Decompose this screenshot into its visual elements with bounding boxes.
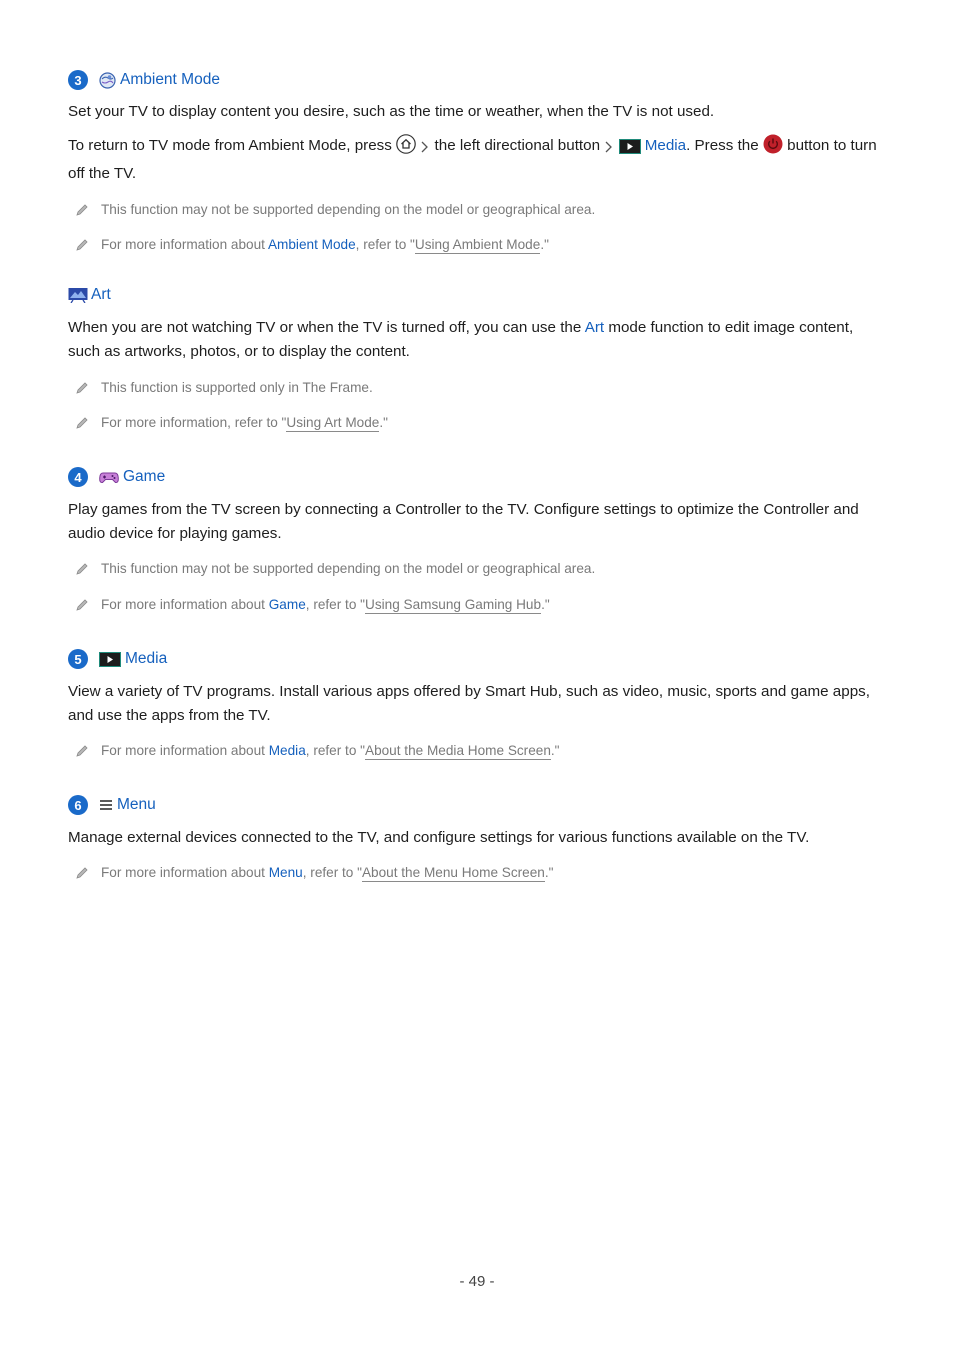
note-text-prefix: For more information, refer to " — [101, 415, 287, 430]
section-art — [68, 284, 880, 433]
home-icon — [396, 134, 416, 162]
section-menu — [68, 794, 880, 883]
page-number: - 49 - — [459, 1273, 495, 1290]
media-icon — [619, 138, 641, 162]
note-text-suffix: ." — [379, 415, 388, 430]
power-icon — [763, 134, 783, 162]
note-text-mid: , refer to " — [302, 865, 362, 880]
game-description: Play games from the TV screen by connecting a Controller to the TV. Configure settings to optimize the Controller and audio device for playing games. — [68, 501, 859, 542]
pencil-note-icon — [75, 381, 89, 401]
section-game — [68, 466, 880, 615]
menu-title: Menu — [117, 796, 156, 813]
note-game-availability — [68, 559, 880, 579]
menu-heading — [68, 794, 880, 816]
game-heading — [68, 466, 880, 488]
ambient-mode-title: Ambient Mode — [120, 71, 220, 88]
pencil-note-icon — [75, 744, 89, 764]
pencil-note-icon — [75, 416, 89, 436]
step-number-badge: 6 — [68, 795, 88, 815]
pencil-note-icon — [75, 562, 89, 582]
note-game-more-info — [68, 595, 880, 615]
note-text-mid: , refer to " — [305, 743, 365, 758]
note-text-suffix: ." — [550, 743, 560, 758]
note-text: This function is supported only in The Frame. — [101, 380, 373, 395]
art-icon — [68, 287, 88, 303]
note-text-prefix: For more information about — [101, 597, 269, 612]
game-title: Game — [123, 468, 166, 485]
chevron-right-icon — [420, 138, 430, 162]
return-text-suffix: button to turn off the TV. — [68, 137, 877, 182]
pencil-note-icon — [75, 866, 89, 886]
note-term: Media — [268, 743, 306, 758]
note-art-more-info — [68, 413, 880, 433]
note-text: This function may not be supported depending on the model or geographical area. — [101, 202, 596, 217]
ambient-mode-description: Set your TV to display content you desire, such as the time or weather, when the TV is not used. — [68, 103, 715, 120]
return-text-mid: the left directional button — [430, 137, 605, 154]
note-term: Menu — [268, 865, 303, 880]
media-heading — [68, 648, 880, 670]
note-ambient-availability — [68, 200, 880, 220]
return-text-press: . Press the — [686, 137, 763, 154]
media-description: View a variety of TV programs. Install various apps offered by Smart Hub, such as video, music, sports and game apps, and use the apps from the TV. — [68, 683, 870, 724]
note-text-mid: , refer to " — [305, 597, 365, 612]
using-samsung-gaming-hub-link[interactable]: Using Samsung Gaming Hub — [365, 597, 542, 612]
note-text-suffix: ." — [541, 597, 550, 612]
using-ambient-mode-link[interactable]: Using Ambient Mode — [414, 237, 541, 252]
note-text-suffix: ." — [544, 865, 554, 880]
step-number-badge: 4 — [68, 467, 88, 487]
art-desc-suffix: mode function to edit image content, such as artworks, photos, or to display the content. — [68, 319, 854, 360]
step-number-badge: 3 — [68, 70, 88, 90]
note-art-availability — [68, 378, 880, 398]
using-art-mode-link[interactable]: Using Art Mode — [286, 415, 380, 430]
art-description — [68, 316, 880, 364]
ambient-mode-return-instructions — [68, 134, 880, 186]
art-title: Art — [91, 286, 111, 303]
art-desc-prefix: When you are not watching TV or when the TV is turned off, you can use the — [68, 319, 585, 336]
menu-icon — [99, 799, 113, 811]
step-number-badge: 5 — [68, 649, 88, 669]
art-term: Art — [584, 319, 605, 336]
note-text-prefix: For more information about — [101, 237, 268, 252]
return-text-prefix: To return to TV mode from Ambient Mode, press — [68, 137, 397, 154]
note-text-prefix: For more information about — [101, 865, 269, 880]
media-link-text: Media — [644, 137, 687, 154]
section-ambient-mode — [68, 69, 880, 255]
note-text-mid: , refer to " — [355, 237, 415, 252]
about-media-home-screen-link[interactable]: About the Media Home Screen — [365, 743, 551, 758]
section-media — [68, 648, 880, 761]
art-heading — [68, 284, 880, 306]
chevron-right-icon — [604, 138, 614, 162]
note-text-prefix: For more information about — [101, 743, 269, 758]
menu-description: Manage external devices connected to the TV, and configure settings for various functions available on the TV. — [68, 829, 810, 846]
ambient-mode-icon — [99, 72, 116, 89]
media-title: Media — [125, 650, 168, 667]
note-term: Ambient Mode — [267, 237, 356, 252]
note-media-more-info — [68, 741, 880, 761]
game-controller-icon — [99, 469, 119, 485]
note-ambient-more-info — [68, 235, 880, 255]
ambient-mode-heading — [68, 69, 880, 91]
note-text: This function may not be supported depending on the model or geographical area. — [101, 561, 596, 576]
pencil-note-icon — [75, 598, 89, 618]
pencil-note-icon — [75, 238, 89, 258]
note-text-suffix: ." — [540, 237, 549, 252]
pencil-note-icon — [75, 203, 89, 223]
note-menu-more-info — [68, 863, 880, 883]
about-menu-home-screen-link[interactable]: About the Menu Home Screen — [361, 865, 545, 880]
note-term: Game — [268, 597, 306, 612]
media-icon — [99, 652, 121, 667]
